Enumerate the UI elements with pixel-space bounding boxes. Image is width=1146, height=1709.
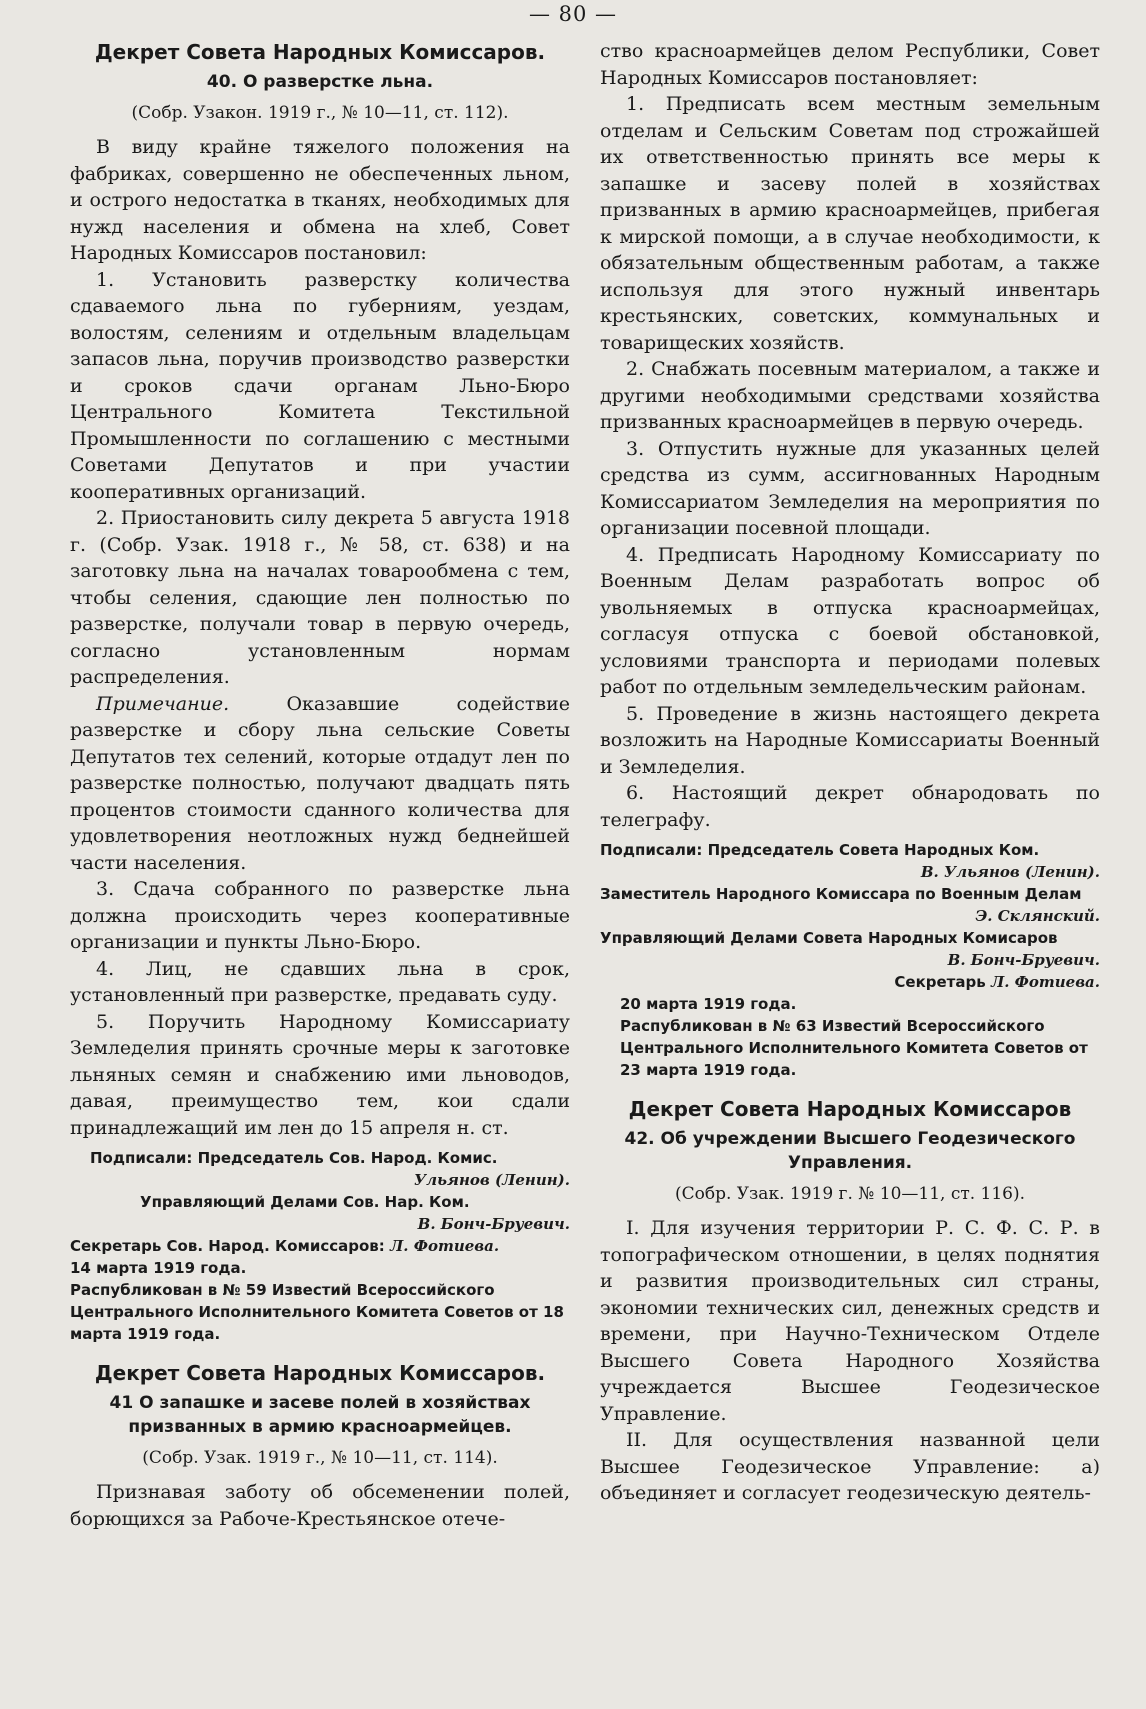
decree-41-point-4: 4. Предписать Народному Комиссариату по Военным Делам разработать вопрос об увольняемых в отпуска красноармейцах, согласуя отпуска с боевой обстановкой, условиями транспорта и периодами полевых работ по отдельным земледельческим районам.: [600, 543, 1100, 698]
decree-41-intro: Признавая заботу об обсеменении полей, борющихся за Рабоче-Крестьянское отече-: [70, 1481, 570, 1530]
decree-41-signature-4: Секретарь Л. Фотиева.: [894, 973, 1100, 991]
decree-41-title: 41 О запашке и засеве полей в хозяйствах призванных в армию красноармейцев.: [109, 1393, 531, 1437]
decree-41-header: Декрет Совета Народных Комиссаров.: [94, 1361, 546, 1385]
decree-41-intro-end: ство красноармейцев делом Республики, Совет Народных Комиссаров постановляет:: [600, 40, 1100, 89]
right-column: [600, 38, 1100, 1507]
decree-42-point-2: II. Для осуществления названной цели Высшее Геодезическое Управление: а) объединяет и согласует геодезическую деятель-: [600, 1429, 1100, 1504]
decree-42-title: 42. Об учреждении Высшего Геодезического Управления.: [624, 1129, 1076, 1173]
decree-42-source: (Собр. Узак. 1919 г. № 10—11, ст. 116).: [674, 1184, 1026, 1204]
decree-40-date: 14 марта 1919 года.: [70, 1259, 247, 1277]
decree-40-intro: В виду крайне тяжелого положения на фабриках, совершенно не обеспеченных льном, и острого недостатка в тканях, необходимых для нужд населения и обмена на хлеб, Совет Народных Комиссаров постановил:: [70, 136, 570, 264]
decree-41-point-3: 3. Отпустить нужные для указанных целей средства из сумм, ассигнованных Народным Комиссариатом Земледелия на мероприятия по организации посевной площади.: [600, 437, 1100, 539]
decree-41-signature-3-name: В. Бонч-Бруевич.: [947, 951, 1100, 969]
decree-40-signature-1-name: Ульянов (Ленин).: [414, 1171, 570, 1189]
decree-40-signature-2: Управляющий Делами Сов. Нар. Ком.: [140, 1193, 470, 1211]
decree-42-header: Декрет Совета Народных Комиссаров: [628, 1097, 1072, 1121]
decree-40-note: [70, 691, 570, 877]
decree-41-point-6: 6. Настоящий декрет обнародовать по телеграфу.: [600, 782, 1100, 831]
decree-40-signature-1: Подписали: Председатель Сов. Народ. Комис.: [90, 1149, 498, 1167]
decree-40-published: Распубликован в № 59 Известий Всероссийского Центрального Исполнительного Комитета Советов от 18 марта 1919 года.: [70, 1281, 564, 1343]
decree-40-header: Декрет Совета Народных Комиссаров.: [94, 40, 546, 64]
decree-41-signature-2-name: Э. Склянский.: [975, 907, 1100, 925]
decree-40-point-3: 3. Сдача собранного по разверстке льна должна происходить через кооперативные организации и пункты Льно-Бюро.: [70, 878, 570, 953]
decree-41-signature-3: Управляющий Делами Совета Народных Комисаров: [600, 929, 1058, 947]
decree-41-source: (Собр. Узак. 1919 г., № 10—11, ст. 114).: [142, 1448, 498, 1468]
decree-41-date: 20 марта 1919 года.: [620, 995, 797, 1013]
note-label: Примечание.: [96, 692, 230, 715]
decree-40-signature-2-name: В. Бонч-Бруевич.: [417, 1215, 570, 1233]
decree-41-point-5: 5. Проведение в жизнь настоящего декрета возложить на Народные Комиссариаты Военный и Земледелия.: [600, 702, 1100, 778]
decree-40-point-5: 5. Поручить Народному Комиссариату Земледелия принять срочные меры к заготовке льняных семян и снабжению ими льноводов, давая, преимущество тем, кои сдали принадлежащий им лен до 15 апреля н. ст.: [70, 1010, 570, 1139]
decree-41-point-1: 1. Предписать всем местным земельным отделам и Сельским Советам под строжайшей их ответственностью принять все меры к запашке и засеву полей в хозяйствах призванных в армию красноармейцев, прибегая к мирской помощи, а в случае необходимости, к обязательным общественным работам, а также используя для этого нужный инвентарь крестьянских, советских, коммунальных и товарищеских хозяйств.: [600, 93, 1100, 354]
decree-41-point-2: 2. Снабжать посевным материалом, а также и другими необходимыми средствами хозяйства призванных красноармейцев в первую очередь.: [600, 358, 1100, 433]
decree-40-signature-3: Секретарь Сов. Народ. Комиссаров: Л. Фотиева.: [70, 1237, 500, 1255]
left-column: [70, 38, 570, 1532]
note-text: Оказавшие содействие разверстке и сбору льна сельские Советы Депутатов тех селений, которые отдадут лен по разверстке полностью, получают двадцать пять процентов стоимости сданного количества для удовлетворения неотложных нужд беднейшей части населения.: [70, 692, 570, 874]
decree-41-signature-1-name: В. Ульянов (Ленин).: [920, 863, 1100, 881]
page-number: — 80 —: [528, 2, 618, 26]
decree-40-title: 40. О разверстке льна.: [206, 72, 434, 92]
decree-41-signature-1: Подписали: Председатель Совета Народных Ком.: [600, 841, 1040, 859]
decree-40-point-4: 4. Лиц, не сдавших льна в срок, установленный при разверстке, предавать суду.: [70, 957, 570, 1006]
decree-40-point-1: 1. Установить разверстку количества сдаваемого льна по губерниям, уездам, волостям, селениям и отдельным владельцам запасов льна, поручив производство разверстки и сроков сдачи органам Льно-Бюро Центрального Комитета Текстильной Промышленности по соглашению с местными Советами Депутатов и при участии кооперативных организаций.: [70, 268, 570, 503]
decree-41-signature-2: Заместитель Народного Комиссара по Военным Делам: [600, 885, 1082, 903]
decree-40-source: (Собр. Узакон. 1919 г., № 10—11, ст. 112).: [131, 103, 509, 123]
decree-42-point-1: I. Для изучения территории Р. С. Ф. С. Р. в топографическом отношении, в целях поднятия и развития производительных сил страны, экономии технических сил, денежных средств и времени, при Научно-Техническом Отделе Высшего Совета Народного Хозяйства учреждается Высшее Геодезическое Управление.: [600, 1217, 1100, 1425]
decree-41-published: Распубликован в № 63 Известий Всероссийского Центрального Исполнительного Комитета Советов от 23 марта 1919 года.: [620, 1017, 1088, 1079]
decree-40-point-2: 2. Приостановить силу декрета 5 августа 1918 г. (Собр. Узак. 1918 г., № 58, ст. 638) и на заготовку льна на началах товарообмена с тем, чтобы селения, сдающие лен полностью по разверстке, получали товар в первую очередь, согласно установленным нормам распределения.: [70, 507, 570, 688]
